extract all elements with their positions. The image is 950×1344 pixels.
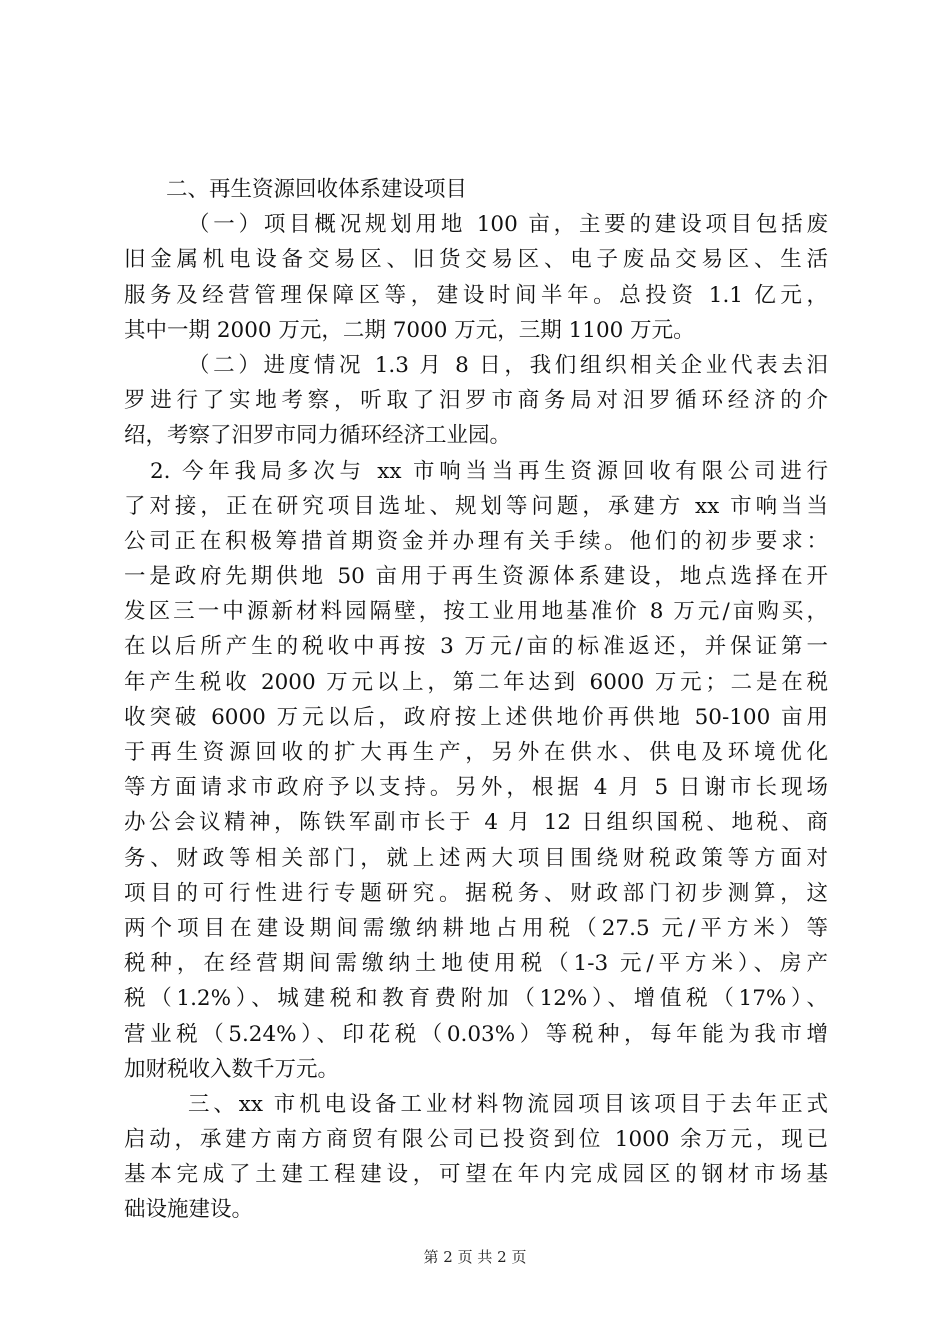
paragraph-line: 础设施建设。 <box>124 1197 254 1223</box>
paragraph-line: 营业税（5.24%）、印花税（0.03%）等税种，每年能为我市增 <box>124 1021 828 1047</box>
paragraph-line: 2. 今年我局多次与 xx 市响当当再生资源回收有限公司进行 <box>150 458 828 484</box>
section-heading-paragraph: 三、xx 市机电设备工业材料物流园项目该项目于去年正式 <box>188 1091 828 1117</box>
paragraph-line: 旧金属机电设备交易区、旧货交易区、电子废品交易区、生活 <box>124 247 828 273</box>
paragraph-line: 服务及经营管理保障区等，建设时间半年。总投资 1.1 亿元， <box>124 282 828 308</box>
paragraph-line: 收突破 6000 万元以后，政府按上述供地价再供地 50-100 亩用 <box>124 704 828 730</box>
document-body <box>124 172 828 1228</box>
paragraph-line: 年产生税收 2000 万元以上，第二年达到 6000 万元；二是在税 <box>124 669 828 695</box>
paragraph-line: 务、财政等相关部门，就上述两大项目围绕财税政策等方面对 <box>124 845 828 871</box>
paragraph-line: 办公会议精神，陈铁军副市长于 4 月 12 日组织国税、地税、商 <box>124 810 828 836</box>
paragraph-line: 发区三一中源新材料园隔壁，按工业用地基准价 8 万元/亩购买， <box>124 599 828 625</box>
paragraph-line: 绍，考察了汨罗市同力循环经济工业园。 <box>124 423 512 449</box>
paragraph-line: （二）进度情况 1.3 月 8 日，我们组织相关企业代表去汨 <box>188 352 828 378</box>
paragraph-line: 其中一期 2000 万元，二期 7000 万元，三期 1100 万元。 <box>124 317 695 343</box>
paragraph-line: 税（1.2%）、城建税和教育费附加（12%）、增值税（17%）、 <box>124 986 828 1012</box>
paragraph-line: 罗进行了实地考察，听取了汨罗市商务局对汨罗循环经济的介 <box>124 388 828 414</box>
paragraph-line: 基本完成了土建工程建设，可望在年内完成园区的钢材市场基 <box>124 1162 828 1188</box>
paragraph-line: 税种，在经营期间需缴纳土地使用税（1-3 元/平方米）、房产 <box>124 951 828 977</box>
section-heading: 二、再生资源回收体系建设项目 <box>166 177 468 202</box>
paragraph-line: 一是政府先期供地 50 亩用于再生资源体系建设，地点选择在开 <box>124 564 828 590</box>
paragraph-line: （一）项目概况规划用地 100 亩，主要的建设项目包括废 <box>188 212 828 238</box>
paragraph-line: 了对接，正在研究项目选址、规划等问题，承建方 xx 市响当当 <box>124 493 828 519</box>
paragraph-line: 启动，承建方南方商贸有限公司已投资到位 1000 余万元，现已 <box>124 1127 828 1153</box>
paragraph-line: 于再生资源回收的扩大再生产，另外在供水、供电及环境优化 <box>124 740 828 765</box>
paragraph-line: 加财税收入数千万元。 <box>124 1056 340 1082</box>
paragraph-line: 项目的可行性进行专题研究。据税务、财政部门初步测算，这 <box>124 880 828 906</box>
paragraph-line: 两个项目在建设期间需缴纳耕地占用税（27.5 元/平方米）等 <box>124 915 828 941</box>
paragraph-line: 在以后所产生的税收中再按 3 万元/亩的标准返还，并保证第一 <box>124 634 828 660</box>
page-number-label: 第 2 页 共 2 页 <box>423 1248 527 1266</box>
paragraph-line: 等方面请求市政府予以支持。另外，根据 4 月 5 日谢市长现场 <box>124 775 828 801</box>
paragraph-line: 公司正在积极筹措首期资金并办理有关手续。他们的初步要求： <box>124 528 828 554</box>
page-footer <box>0 1246 950 1267</box>
